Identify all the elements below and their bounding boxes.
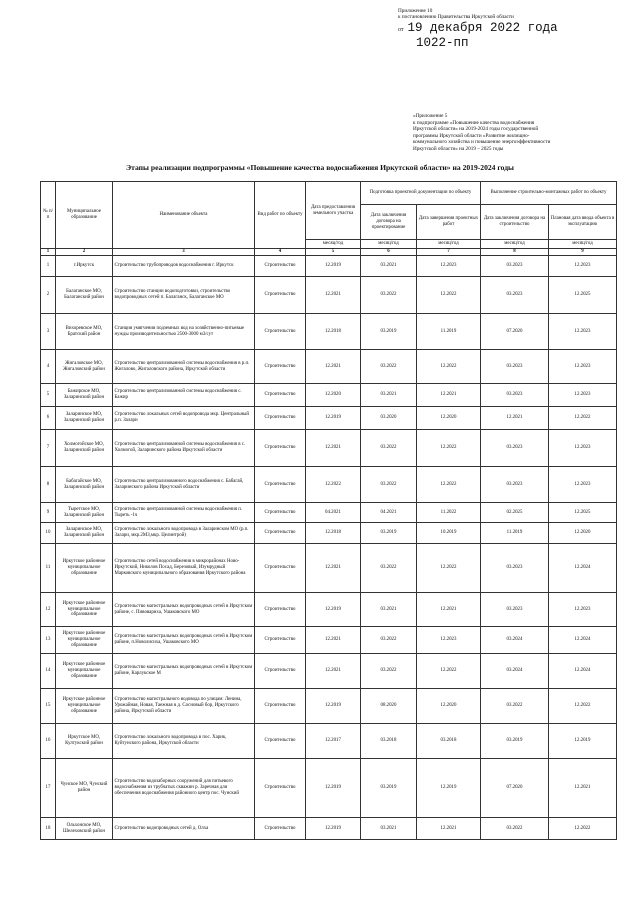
row-number: 4 [41,350,56,384]
build-contract-date: 11.2019 [481,523,549,544]
commission-date: 12.2023 [549,314,617,350]
municipality: г.Иркутск [56,256,113,277]
design-contract-date: 04.2021 [361,503,417,523]
object-name: Строительство водозаборных сооружений для питьевого водоснабжения из трубчатых скважин р. Заречная для обеспечения водоснабжения районного центр пос. Чунский [113,759,255,818]
header-unit: месяц/год [481,240,549,249]
design-finish-date: 12.2019 [417,759,481,818]
appendix-line: Иркутской области» на 2019-2024 годы государственной [413,126,539,133]
header-num: № п/п [41,182,56,249]
work-type: Строительство [255,430,306,467]
object-name: Строительство станции водоподготовки, строительство водопроводных сетей п. Балаганск, Балаганское МО [113,277,255,314]
column-number: 5 [306,249,361,256]
build-contract-date: 03.2024 [481,627,549,654]
design-contract-date: 03.2018 [361,724,417,759]
row-number: 9 [41,503,56,523]
design-finish-date: 12.2020 [417,689,481,724]
commission-date: 12.2023 [549,384,617,407]
header-unit: месяц/год [549,240,617,249]
header-unit: месяц/год [361,240,417,249]
municipality: Жигаловское МО, Жигаловский район [56,350,113,384]
object-name: Строительство локального водопровода в Заларинском МО (р.п. Залари, мкр.2МЗ,мкр. Целинтрой) [113,523,255,544]
row-number: 3 [41,314,56,350]
design-contract-date: 03.2019 [361,314,417,350]
row-number: 18 [41,818,56,840]
design-contract-date: 03.2022 [361,350,417,384]
column-number-row [41,249,617,256]
header-land-date: Дата предоставления земельного участка [306,182,361,240]
land-date: 12.2021 [306,654,361,689]
work-type: Строительство [255,523,306,544]
table-row [41,503,617,523]
appendix-line: Иркутской области» на 2019 – 2025 годы [413,145,504,152]
design-contract-date: 03.2021 [361,818,417,840]
build-contract-date: 03.2022 [481,689,549,724]
design-finish-date: 12.2023 [417,627,481,654]
work-type: Строительство [255,256,306,277]
work-type: Строительство [255,277,306,314]
build-contract-date: 03.2023 [481,256,549,277]
column-number: 3 [113,249,255,256]
municipality: Иркутское районное муниципальное образование [56,627,113,654]
land-date: 12.2021 [306,277,361,314]
build-contract-date: 03.2023 [481,277,549,314]
commission-date: 12.2025 [549,277,617,314]
header-commission: Плановая дата ввода объекта в эксплуатацию [549,205,617,240]
municipality: Иркутское районное муниципальное образование [56,654,113,689]
work-type: Строительство [255,593,306,627]
municipality: Вихоревское МО, Братский район [56,314,113,350]
object-name: Строительство магистральных водопроводных сетей в Иркутском районе, п.Новолисиха, Ушаковского МО [113,627,255,654]
table-row [41,350,617,384]
work-type: Строительство [255,407,306,430]
table-row [41,430,617,467]
municipality: Иркутское районное муниципальное образование [56,544,113,593]
build-contract-date: 03.2023 [481,593,549,627]
column-number: 8 [481,249,549,256]
header-design-contract: Дата заключения договора на проектирование [361,205,417,240]
header-line1: Приложение 10 [398,8,433,14]
build-contract-date: 07.2020 [481,314,549,350]
row-number: 2 [41,277,56,314]
commission-date: 12.2022 [549,818,617,840]
appendix-line: к подпрограмме «Повышение качества водоснабжения [413,119,535,126]
design-finish-date: 12.2021 [417,384,481,407]
table-row [41,759,617,818]
object-name: Строительство магистрального водовода по улицам: Ленина, Урожайная, Новая, Таежная в д. Сосновый бор, Иркутского района, Иркутской области [113,689,255,724]
land-date: 12.2021 [306,544,361,593]
work-type: Строительство [255,350,306,384]
column-number: 2 [56,249,113,256]
object-name: Строительство трубопроводов водоснабжения г. Иркутск [113,256,255,277]
object-name: Станция умягчения подземных вод на хозяйственно-питьевые нужды производительностью 2500-3000 м3/сут [113,314,255,350]
design-contract-date: 03.2022 [361,544,417,593]
design-finish-date: 12.2020 [417,407,481,430]
work-type: Строительство [255,818,306,840]
table-row [41,654,617,689]
header-unit: месяц/год [417,240,481,249]
table-row [41,523,617,544]
municipality: Иркутское районное муниципальное образование [56,689,113,724]
order-header [398,8,633,50]
land-date: 12.2020 [306,384,361,407]
design-finish-date: 12.2021 [417,593,481,627]
table-row [41,277,617,314]
work-type: Строительство [255,384,306,407]
land-date: 12.2018 [306,314,361,350]
header-build-group: Выполнение строительно-монтажных работ по объекту [481,182,617,205]
municipality: Балаганское МО, Балаганский район [56,277,113,314]
commission-date: 12.2023 [549,593,617,627]
municipality: Бабагайское МО, Заларинский район [56,467,113,503]
row-number: 12 [41,593,56,627]
land-date: 12.2017 [306,724,361,759]
design-finish-date: 12.2022 [417,277,481,314]
table-row [41,689,617,724]
municipality: Бажирское МО, Заларинский район [56,384,113,407]
column-number: 9 [549,249,617,256]
object-name: Строительство магистральных водопроводных сетей в Иркутском районе, с. Пивовариха, Ушаковского МО [113,593,255,627]
work-type: Строительство [255,467,306,503]
commission-date: 12.2023 [549,430,617,467]
land-date: 12.2019 [306,759,361,818]
build-contract-date: 07.2020 [481,759,549,818]
municipality: Иркутское МО, Култукский район [56,724,113,759]
order-number: 1022-пп [416,35,469,50]
work-type: Строительство [255,689,306,724]
table-row [41,724,617,759]
header-object: Наименование объекта [113,182,255,249]
table-row [41,627,617,654]
object-name: Строительство централизованной системы водоснабжения п. Тыреть -1ч [113,503,255,523]
work-type: Строительство [255,724,306,759]
build-contract-date: 03.2024 [481,654,549,689]
header-mo: Муниципальное образование [56,182,113,249]
commission-date: 12.2022 [549,689,617,724]
build-contract-date: 03.2023 [481,350,549,384]
table-row [41,593,617,627]
commission-date: 12.2023 [549,256,617,277]
build-contract-date: 03.2022 [481,818,549,840]
order-date-prefix: от [398,26,404,33]
municipality: Чунское МО, Чунский район [56,759,113,818]
design-finish-date: 12.2022 [417,350,481,384]
build-contract-date: 03.2019 [481,724,549,759]
work-type: Строительство [255,314,306,350]
table-row [41,384,617,407]
object-name: Строительство централизованной системы водоснабжения в с. Холмогой, Заларинского района Иркутской области [113,430,255,467]
design-contract-date: 03.2022 [361,654,417,689]
header-unit: месяц/год [306,240,361,249]
commission-date: 12.2024 [549,654,617,689]
table-row [41,544,617,593]
object-name: Строительство централизованной системы водоснабжения с. Бажир [113,384,255,407]
commission-date: 12.2023 [549,350,617,384]
land-date: 12.2019 [306,407,361,430]
commission-date: 12.2020 [549,523,617,544]
land-date: 12.2018 [306,523,361,544]
document-title: Этапы реализации подпрограммы «Повышение качества водоснабжения Иркутской области» на 2019-2024 годы [125,163,514,172]
commission-date: 12.2023 [549,467,617,503]
municipality: Заларинское МО, Заларинский район [56,523,113,544]
row-number: 11 [41,544,56,593]
row-number: 17 [41,759,56,818]
table-row [41,467,617,503]
design-finish-date: 10.2019 [417,523,481,544]
row-number: 6 [41,407,56,430]
commission-date: 12.2024 [549,627,617,654]
land-date: 12.2021 [306,350,361,384]
design-finish-date: 12.2023 [417,256,481,277]
design-finish-date: 12.2022 [417,544,481,593]
row-number: 10 [41,523,56,544]
design-contract-date: 03.2022 [361,627,417,654]
land-date: 12.2019 [306,256,361,277]
header-line2: к постановлению Правительства Иркутской области [398,14,514,21]
municipality: Иркутское районное муниципальное образование [56,593,113,627]
design-finish-date: 12.2021 [417,818,481,840]
row-number: 8 [41,467,56,503]
land-date: 12.2019 [306,593,361,627]
header-design-finish: Дата завершения проектных работ [417,205,481,240]
commission-date: 12.2019 [549,724,617,759]
municipality: Заларинское МО, Заларинский район [56,407,113,430]
row-number: 15 [41,689,56,724]
land-date: 04.2021 [306,503,361,523]
commission-date: 12.2022 [549,407,617,430]
row-number: 13 [41,627,56,654]
design-contract-date: 08.2020 [361,689,417,724]
municipality: Холмогойское МО, Заларинский район [56,430,113,467]
object-name: Строительство локальных сетей водопровода мкр. Центральный р.п. Залари [113,407,255,430]
header-work-type: Вид работ по объекту [255,182,306,249]
appendix-block [413,113,628,153]
appendix-line: коммунального хозяйства и повышение энергоэффективности [413,139,551,146]
design-contract-date: 03.2021 [361,384,417,407]
row-number: 1 [41,256,56,277]
municipality: Тыретское МО, Заларинский район [56,503,113,523]
municipality: Ольхонское МО, Шелеховский район [56,818,113,840]
column-number: 1 [41,249,56,256]
design-contract-date: 03.2020 [361,407,417,430]
object-name: Строительство сетей водоснабжения в микрорайонах Ново-Иркутский, Николов Посад, Березовый, Изумрудный Марковского муниципального образования Иркутского района [113,544,255,593]
design-contract-date: 03.2021 [361,256,417,277]
object-name: Строительство централизованного водоснабжения с. Бабагай, Заларинского района Иркутской области [113,467,255,503]
header-build-contract: Дата заключения договора на строительство [481,205,549,240]
design-finish-date: 12.2022 [417,467,481,503]
table-row [41,256,617,277]
object-name: Строительство локального водопровода в пос. Харик, Куйтунского района, Иркутской области [113,724,255,759]
work-type: Строительство [255,759,306,818]
build-contract-date: 03.2023 [481,384,549,407]
table-row [41,314,617,350]
stages-table [40,181,617,840]
column-number: 4 [255,249,306,256]
build-contract-date: 12.2021 [481,407,549,430]
design-contract-date: 03.2022 [361,277,417,314]
design-finish-date: 11.2019 [417,314,481,350]
commission-date: 12.2021 [549,759,617,818]
object-name: Строительство централизованной системы водоснабжения в р.п. Жигалово, Жигаловского района, Иркутской области [113,350,255,384]
row-number: 16 [41,724,56,759]
column-number: 7 [417,249,481,256]
appendix-line: программы Иркутской области «Развитие жилищно- [413,132,530,139]
design-finish-date: 12.2022 [417,430,481,467]
land-date: 12.2021 [306,430,361,467]
order-date [398,22,633,37]
design-finish-date: 11.2022 [417,503,481,523]
land-date: 12.2021 [306,627,361,654]
commission-date: 12.2025 [549,503,617,523]
work-type: Строительство [255,544,306,593]
row-number: 7 [41,430,56,467]
design-contract-date: 03.2021 [361,593,417,627]
work-type: Строительство [255,627,306,654]
design-contract-date: 03.2022 [361,430,417,467]
design-finish-date: 12.2022 [417,654,481,689]
work-type: Строительство [255,503,306,523]
build-contract-date: 03.2023 [481,430,549,467]
build-contract-date: 03.2023 [481,544,549,593]
build-contract-date: 02.2025 [481,503,549,523]
header-design-group: Подготовка проектной документации по объекту [361,182,481,205]
row-number: 14 [41,654,56,689]
design-contract-date: 03.2019 [361,523,417,544]
object-name: Строительство магистральных водопроводных сетей в Иркутском районе, Карлукское М [113,654,255,689]
design-contract-date: 03.2019 [361,759,417,818]
work-type: Строительство [255,654,306,689]
land-date: 12.2022 [306,467,361,503]
commission-date: 12.2024 [549,544,617,593]
table-row [41,407,617,430]
object-name: Строительство водопроводных сетей д. Олха [113,818,255,840]
row-number: 5 [41,384,56,407]
build-contract-date: 03.2023 [481,467,549,503]
land-date: 12.2019 [306,818,361,840]
column-number: 6 [361,249,417,256]
order-date-value: 19 декабря 2022 года [407,20,558,35]
land-date: 12.2019 [306,689,361,724]
design-finish-date: 03.2018 [417,724,481,759]
design-contract-date: 03.2022 [361,467,417,503]
appendix-line: «Приложение 5 [413,113,448,119]
table-row [41,818,617,840]
